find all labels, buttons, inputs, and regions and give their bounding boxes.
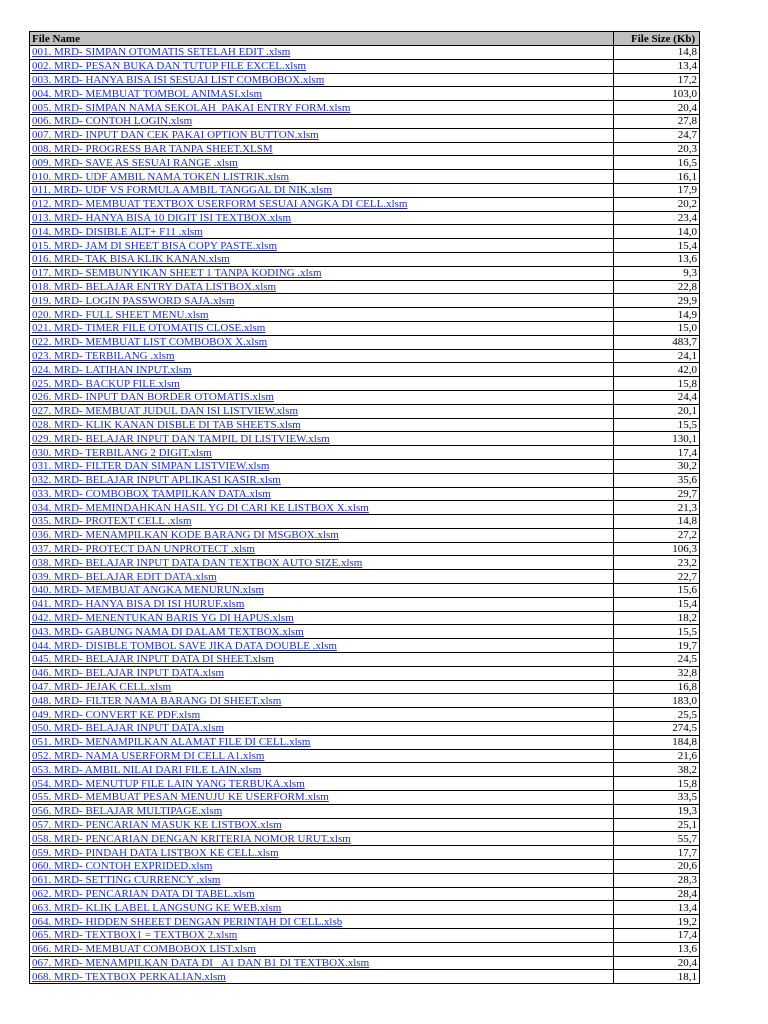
file-size-cell: 16,1 (614, 170, 700, 184)
file-link[interactable]: 039. MRD- BELAJAR EDIT DATA.xlsm (32, 570, 217, 583)
file-link[interactable]: 031. MRD- FILTER DAN SIMPAN LISTVIEW.xlsm (32, 460, 270, 473)
table-row (30, 597, 700, 611)
file-link[interactable]: 035. MRD- PROTEXT CELL .xlsm (32, 515, 192, 528)
file-name-cell (30, 225, 614, 239)
table-row (30, 929, 700, 943)
table-row (30, 749, 700, 763)
file-size-cell: 21,3 (614, 501, 700, 515)
file-name-cell (30, 473, 614, 487)
file-table (29, 31, 700, 984)
file-size-cell: 483,7 (614, 335, 700, 349)
file-name-cell (30, 832, 614, 846)
file-link[interactable]: 008. MRD- PROGRESS BAR TANPA SHEET.XLSM (32, 142, 273, 155)
file-name-cell (30, 252, 614, 266)
table-row (30, 611, 700, 625)
file-link[interactable]: 016. MRD- TAK BISA KLIK KANAN.xlsm (32, 253, 230, 266)
file-size-cell: 16,8 (614, 680, 700, 694)
file-name-cell (30, 584, 614, 598)
file-size-cell: 23,4 (614, 211, 700, 225)
file-name-cell (30, 73, 614, 87)
file-link[interactable]: 018. MRD- BELAJAR ENTRY DATA LISTBOX.xlsm (32, 280, 277, 293)
file-link[interactable]: 066. MRD- MEMBUAT COMBOBOX LIST.xlsm (32, 943, 256, 956)
file-link[interactable]: 044. MRD- DISIBLE TOMBOL SAVE JIKA DATA DOUBLE .xlsm (32, 639, 337, 652)
file-name-cell (30, 653, 614, 667)
table-row (30, 446, 700, 460)
file-name-cell (30, 390, 614, 404)
file-link[interactable]: 012. MRD- MEMBUAT TEXTBOX USERFORM SESUAI ANGKA DI CELL.xlsm (32, 198, 408, 211)
table-row (30, 239, 700, 253)
file-size-cell: 16,5 (614, 156, 700, 170)
file-link[interactable]: 040. MRD- MEMBUAT ANGKA MENURUN.xlsm (32, 584, 265, 597)
file-name-cell (30, 777, 614, 791)
file-size-cell: 13,6 (614, 942, 700, 956)
file-size-cell: 13,4 (614, 901, 700, 915)
file-name-cell (30, 735, 614, 749)
table-row (30, 156, 700, 170)
file-link[interactable]: 065. MRD- TEXTBOX1 = TEXTBOX 2.xlsm (32, 929, 238, 942)
file-size-cell: 184,8 (614, 735, 700, 749)
file-link[interactable]: 032. MRD- BELAJAR INPUT APLIKASI KASIR.xlsm (32, 474, 281, 487)
table-row (30, 266, 700, 280)
file-name-cell (30, 170, 614, 184)
file-size-cell: 13,6 (614, 252, 700, 266)
file-size-cell: 15,5 (614, 418, 700, 432)
file-size-cell: 25,1 (614, 818, 700, 832)
file-name-cell (30, 708, 614, 722)
file-size-cell: 18,1 (614, 970, 700, 984)
table-row (30, 73, 700, 87)
file-link[interactable]: 063. MRD- KLIK LABEL LANGSUNG KE WEB.xlsm (32, 901, 282, 914)
file-link[interactable]: 002. MRD- PESAN BUKA DAN TUTUP FILE EXCEL.xlsm (32, 60, 307, 73)
file-size-cell: 15,8 (614, 377, 700, 391)
file-size-cell: 15,4 (614, 239, 700, 253)
table-row (30, 763, 700, 777)
file-link[interactable]: 029. MRD- BELAJAR INPUT DAN TAMPIL DI LISTVIEW.xlsm (32, 432, 330, 445)
file-size-cell: 27,2 (614, 528, 700, 542)
table-row (30, 390, 700, 404)
file-link[interactable]: 061. MRD- SETTING CURRENCY .xlsm (32, 874, 221, 887)
file-size-cell: 38,2 (614, 763, 700, 777)
file-name-cell (30, 680, 614, 694)
table-row (30, 280, 700, 294)
file-size-cell: 17,4 (614, 446, 700, 460)
table-row (30, 197, 700, 211)
file-name-cell (30, 46, 614, 60)
table-row (30, 349, 700, 363)
file-link[interactable]: 050. MRD- BELAJAR INPUT DATA.xlsm (32, 722, 225, 735)
file-name-cell (30, 101, 614, 115)
table-row (30, 321, 700, 335)
file-name-cell (30, 887, 614, 901)
file-size-cell: 25,5 (614, 708, 700, 722)
file-size-cell: 106,3 (614, 542, 700, 556)
file-link[interactable]: 027. MRD- MEMBUAT JUDUL DAN ISI LISTVIEW.xlsm (32, 405, 299, 418)
file-name-cell (30, 432, 614, 446)
file-size-cell: 15,6 (614, 584, 700, 598)
file-size-cell: 14,0 (614, 225, 700, 239)
table-row (30, 225, 700, 239)
file-link[interactable]: 052. MRD- NAMA USERFORM DI CELL A1.xlsm (32, 750, 265, 763)
file-link[interactable]: 049. MRD- CONVERT KE PDF.xlsm (32, 708, 201, 721)
file-name-cell (30, 321, 614, 335)
file-name-cell (30, 970, 614, 984)
file-size-cell: 20,4 (614, 101, 700, 115)
file-name-cell (30, 266, 614, 280)
table-row (30, 183, 700, 197)
table-row (30, 956, 700, 970)
file-link[interactable]: 043. MRD- GABUNG NAMA DI DALAM TEXTBOX.xlsm (32, 625, 304, 638)
table-row (30, 832, 700, 846)
table-row (30, 735, 700, 749)
file-name-cell (30, 542, 614, 556)
file-link[interactable]: 037. MRD- PROTECT DAN UNPROTECT .xlsm (32, 543, 255, 556)
table-row (30, 722, 700, 736)
file-name-cell (30, 611, 614, 625)
file-link[interactable]: 003. MRD- HANYA BISA ISI SESUAI LIST COMBOBOX.xlsm (32, 73, 325, 86)
file-size-cell: 21,6 (614, 749, 700, 763)
file-size-cell: 20,6 (614, 860, 700, 874)
table-row (30, 501, 700, 515)
file-name-cell (30, 128, 614, 142)
file-name-cell (30, 625, 614, 639)
file-link[interactable]: 011. MRD- UDF VS FORMULA AMBIL TANGGAL DI NIK.xlsm (32, 184, 333, 197)
file-name-cell (30, 597, 614, 611)
table-row (30, 694, 700, 708)
table-row (30, 860, 700, 874)
file-link[interactable]: 055. MRD- MEMBUAT PESAN MENUJU KE USERFORM.xlsm (32, 791, 329, 804)
file-link[interactable]: 054. MRD- MENUTUP FILE LAIN YANG TERBUKA.xlsm (32, 777, 305, 790)
file-link[interactable]: 024. MRD- LATIHAN INPUT.xlsm (32, 363, 192, 376)
table-row (30, 363, 700, 377)
file-size-cell: 28,4 (614, 887, 700, 901)
file-link[interactable]: 026. MRD- INPUT DAN BORDER OTOMATIS.xlsm (32, 391, 274, 404)
file-name-cell (30, 363, 614, 377)
file-link[interactable]: 046. MRD- BELAJAR INPUT DATA.xlsm (32, 667, 225, 680)
file-name-cell (30, 804, 614, 818)
table-row (30, 653, 700, 667)
file-link[interactable]: 009. MRD- SAVE AS SESUAI RANGE .xlsm (32, 156, 238, 169)
table-row (30, 777, 700, 791)
file-link[interactable]: 047. MRD- JEJAK CELL.xlsm (32, 681, 172, 694)
file-size-cell: 19,7 (614, 639, 700, 653)
file-size-cell: 17,7 (614, 846, 700, 860)
file-link[interactable]: 015. MRD- JAM DI SHEET BISA COPY PASTE.xlsm (32, 239, 277, 252)
file-size-cell: 20,4 (614, 956, 700, 970)
table-row (30, 294, 700, 308)
table-row (30, 708, 700, 722)
file-link[interactable]: 025. MRD- BACKUP FILE.xlsm (32, 377, 180, 390)
file-link[interactable]: 034. MRD- MEMINDAHKAN HASIL YG DI CARI KE LISTBOX X.xlsm (32, 501, 369, 514)
file-size-cell: 28,3 (614, 873, 700, 887)
file-name-cell (30, 873, 614, 887)
table-row (30, 584, 700, 598)
file-link[interactable]: 022. MRD- MEMBUAT LIST COMBOBOX X.xlsm (32, 336, 268, 349)
file-link[interactable]: 067. MRD- MENAMPILKAN DATA DI _A1 DAN B1 DI TEXTBOX.xlsm (32, 956, 370, 969)
table-row (30, 542, 700, 556)
file-link[interactable]: 033. MRD- COMBOBOX TAMPILKAN DATA.xlsm (32, 487, 271, 500)
file-link[interactable]: 001. MRD- SIMPAN OTOMATIS SETELAH EDIT .xlsm (32, 46, 291, 59)
file-size-cell: 274,5 (614, 722, 700, 736)
file-size-cell: 24,4 (614, 390, 700, 404)
table-row (30, 252, 700, 266)
table-row (30, 211, 700, 225)
header-file-size: File Size (Kb) (614, 32, 700, 46)
file-link[interactable]: 030. MRD- TERBILANG 2 DIGIT.xlsm (32, 446, 212, 459)
file-link[interactable]: 060. MRD- CONTOH EXPRIDED.xlsm (32, 860, 213, 873)
file-size-cell: 24,1 (614, 349, 700, 363)
table-row (30, 901, 700, 915)
file-link[interactable]: 014. MRD- DISIBLE ALT+ F11 .xlsm (32, 225, 203, 238)
header-row (30, 32, 700, 46)
table-row (30, 404, 700, 418)
file-link[interactable]: 051. MRD- MENAMPILKAN ALAMAT FILE DI CELL.xlsm (32, 736, 311, 749)
file-size-cell: 17,2 (614, 73, 700, 87)
file-size-cell: 24,5 (614, 653, 700, 667)
file-link[interactable]: 007. MRD- INPUT DAN CEK PAKAI OPTION BUTTON.xlsm (32, 129, 319, 142)
file-size-cell: 20,2 (614, 197, 700, 211)
file-name-cell (30, 197, 614, 211)
file-name-cell (30, 694, 614, 708)
file-size-cell: 15,4 (614, 597, 700, 611)
file-name-cell (30, 280, 614, 294)
table-row (30, 639, 700, 653)
file-rows (30, 46, 700, 984)
file-link[interactable]: 056. MRD- BELAJAR MULTIPAGE.xlsm (32, 805, 223, 818)
table-row (30, 915, 700, 929)
file-size-cell: 14,9 (614, 308, 700, 322)
file-link[interactable]: 019. MRD- LOGIN PASSWORD SAJA.xlsm (32, 294, 235, 307)
file-size-cell: 33,5 (614, 791, 700, 805)
table-row (30, 418, 700, 432)
table-row (30, 804, 700, 818)
file-link[interactable]: 010. MRD- UDF AMBIL NAMA TOKEN LISTRIK.xlsm (32, 170, 290, 183)
file-link[interactable]: 005. MRD- SIMPAN NAMA SEKOLAH_PAKAI ENTRY FORM.xlsm (32, 101, 351, 114)
table-row (30, 680, 700, 694)
file-link[interactable]: 068. MRD- TEXTBOX PERKALIAN.xlsm (32, 970, 226, 983)
table-row (30, 515, 700, 529)
file-link[interactable]: 048. MRD- FILTER NAMA BARANG DI SHEET.xlsm (32, 694, 282, 707)
file-name-cell (30, 791, 614, 805)
file-size-cell: 27,8 (614, 114, 700, 128)
file-name-cell (30, 956, 614, 970)
table-row (30, 473, 700, 487)
file-name-cell (30, 142, 614, 156)
file-name-cell (30, 846, 614, 860)
file-link[interactable]: 020. MRD- FULL SHEET MENU.xlsm (32, 308, 209, 321)
table-row (30, 46, 700, 60)
table-row (30, 128, 700, 142)
table-row (30, 459, 700, 473)
file-link[interactable]: 023. MRD- TERBILANG .xlsm (32, 349, 175, 362)
file-size-cell: 18,2 (614, 611, 700, 625)
file-name-cell (30, 515, 614, 529)
file-size-cell: 130,1 (614, 432, 700, 446)
table-row (30, 846, 700, 860)
file-size-cell: 30,2 (614, 459, 700, 473)
file-link[interactable]: 004. MRD- MEMBUAT TOMBOL ANIMASI.xlsm (32, 87, 263, 100)
file-size-cell: 20,3 (614, 142, 700, 156)
file-link[interactable]: 062. MRD- PENCARIAN DATA DI TABEL.xlsm (32, 888, 255, 900)
table-row (30, 487, 700, 501)
table-row (30, 556, 700, 570)
table-row (30, 873, 700, 887)
file-name-cell (30, 349, 614, 363)
table-row (30, 308, 700, 322)
file-name-cell (30, 901, 614, 915)
file-link[interactable]: 006. MRD- CONTOH LOGIN.xlsm (32, 115, 193, 128)
file-name-cell (30, 818, 614, 832)
file-name-cell (30, 294, 614, 308)
file-size-cell: 19,2 (614, 915, 700, 929)
file-name-cell (30, 528, 614, 542)
file-name-cell (30, 749, 614, 763)
table-row (30, 87, 700, 101)
table-row (30, 887, 700, 901)
file-link[interactable]: 021. MRD- TIMER FILE OTOMATIS CLOSE.xlsm (32, 322, 266, 335)
file-size-cell: 35,6 (614, 473, 700, 487)
file-size-cell: 183,0 (614, 694, 700, 708)
file-name-cell (30, 860, 614, 874)
table-row (30, 570, 700, 584)
file-name-cell (30, 459, 614, 473)
file-link[interactable]: 045. MRD- BELAJAR INPUT DATA DI SHEET.xlsm (32, 653, 274, 666)
file-name-cell (30, 156, 614, 170)
file-name-cell (30, 446, 614, 460)
file-name-cell (30, 335, 614, 349)
file-size-cell: 42,0 (614, 363, 700, 377)
file-name-cell (30, 666, 614, 680)
file-link[interactable]: 059. MRD- PINDAH DATA LISTBOX KE CELL.xlsm (32, 846, 279, 859)
table-row (30, 791, 700, 805)
table-row (30, 142, 700, 156)
file-size-cell: 29,9 (614, 294, 700, 308)
file-size-cell: 14,8 (614, 515, 700, 529)
file-name-cell (30, 942, 614, 956)
file-name-cell (30, 570, 614, 584)
file-size-cell: 17,4 (614, 929, 700, 943)
file-link[interactable]: 042. MRD- MENENTUKAN BARIS YG DI HAPUS.xlsm (32, 612, 294, 625)
file-name-cell (30, 308, 614, 322)
file-name-cell (30, 487, 614, 501)
file-size-cell: 14,8 (614, 46, 700, 60)
file-size-cell: 13,4 (614, 59, 700, 73)
file-link[interactable]: 036. MRD- MENAMPILKAN KODE BARANG DI MSGBOX.xlsm (32, 529, 339, 542)
table-row (30, 625, 700, 639)
file-list-sheet (29, 31, 699, 984)
table-row (30, 101, 700, 115)
file-name-cell (30, 239, 614, 253)
file-link[interactable]: 057. MRD- PENCARIAN MASUK KE LISTBOX.xlsm (32, 819, 282, 832)
file-size-cell: 15,8 (614, 777, 700, 791)
table-row (30, 970, 700, 984)
file-name-cell (30, 114, 614, 128)
file-size-cell: 9,3 (614, 266, 700, 280)
file-link[interactable]: 053. MRD- AMBIL NILAI DARI FILE LAIN.xlsm (32, 763, 262, 776)
file-link[interactable]: 064. MRD- HIDDEN SHEEET DENGAN PERINTAH DI CELL.xlsb (32, 915, 343, 928)
file-name-cell (30, 183, 614, 197)
file-size-cell: 32,8 (614, 666, 700, 680)
file-link[interactable]: 017. MRD- SEMBUNYIKAN SHEET 1 TANPA KODING .xlsm (32, 267, 322, 280)
file-size-cell: 19,3 (614, 804, 700, 818)
file-name-cell (30, 915, 614, 929)
file-size-cell: 29,7 (614, 487, 700, 501)
table-row (30, 818, 700, 832)
file-size-cell: 15,5 (614, 625, 700, 639)
file-size-cell: 17,9 (614, 183, 700, 197)
table-row (30, 170, 700, 184)
file-size-cell: 20,1 (614, 404, 700, 418)
table-row (30, 432, 700, 446)
table-row (30, 942, 700, 956)
file-name-cell (30, 59, 614, 73)
file-name-cell (30, 418, 614, 432)
file-size-cell: 22,7 (614, 570, 700, 584)
header-file-name: File Name (30, 32, 614, 46)
file-size-cell: 22,8 (614, 280, 700, 294)
file-size-cell: 55,7 (614, 832, 700, 846)
file-name-cell (30, 404, 614, 418)
file-name-cell (30, 556, 614, 570)
file-name-cell (30, 87, 614, 101)
file-link[interactable]: 038. MRD- BELAJAR INPUT DATA DAN TEXTBOX AUTO SIZE.xlsm (32, 556, 363, 569)
file-name-cell (30, 377, 614, 391)
file-name-cell (30, 639, 614, 653)
file-size-cell: 24,7 (614, 128, 700, 142)
file-name-cell (30, 501, 614, 515)
file-name-cell (30, 763, 614, 777)
table-row (30, 114, 700, 128)
file-link[interactable]: 028. MRD- KLIK KANAN DISBLE DI TAB SHEETS.xlsm (32, 418, 301, 431)
table-row (30, 335, 700, 349)
file-size-cell: 15,0 (614, 321, 700, 335)
file-size-cell: 103,0 (614, 87, 700, 101)
file-link[interactable]: 058. MRD- PENCARIAN DENGAN KRITERIA NOMOR URUT.xlsm (32, 832, 351, 845)
file-name-cell (30, 722, 614, 736)
file-link[interactable]: 041. MRD- HANYA BISA DI ISI HURUF.xlsm (32, 598, 245, 611)
table-row (30, 666, 700, 680)
table-row (30, 528, 700, 542)
file-link[interactable]: 013. MRD- HANYA BISA 10 DIGIT ISI TEXTBOX.xlsm (32, 211, 292, 224)
file-name-cell (30, 211, 614, 225)
table-row (30, 59, 700, 73)
file-name-cell (30, 929, 614, 943)
file-size-cell: 23,2 (614, 556, 700, 570)
table-row (30, 377, 700, 391)
